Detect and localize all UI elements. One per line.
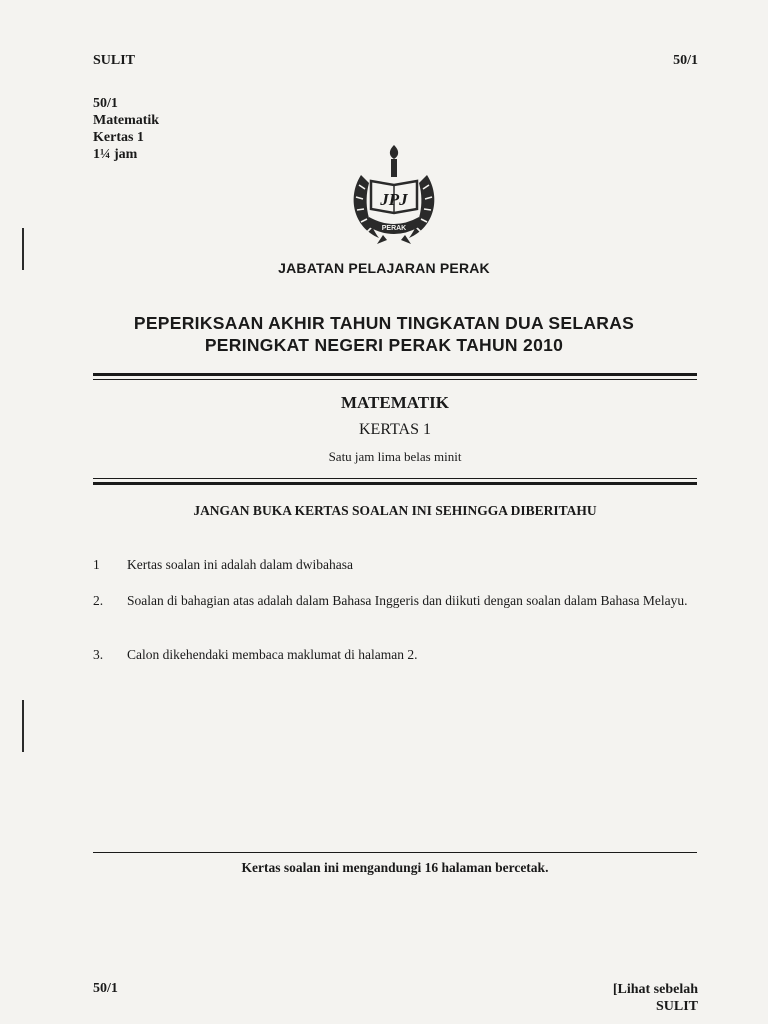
instruction-text: Kertas soalan ini adalah dalam dwibahasa bbox=[127, 557, 354, 572]
meta-block bbox=[93, 95, 159, 163]
exam-title-line1: PEPERIKSAAN AKHIR TAHUN TINGKATAN DUA SELARAS bbox=[133, 313, 635, 333]
instruction-item bbox=[93, 592, 700, 628]
divider-bottom-thin bbox=[93, 478, 697, 479]
header-code: 50/1 bbox=[673, 53, 698, 68]
footer-turn-over: [Lihat sebelah bbox=[612, 982, 698, 997]
exam-title-line2: PERINGKAT NEGERI PERAK TAHUN 2010 bbox=[204, 335, 564, 355]
footer-sulit: SULIT bbox=[655, 999, 698, 1014]
instruction-text: Calon dikehendaki membaca maklumat di halaman 2. bbox=[127, 647, 418, 662]
page-count-note: Kertas soalan ini mengandungi 16 halaman bercetak. bbox=[241, 860, 549, 875]
divider-top-thick bbox=[93, 373, 697, 376]
footer-code: 50/1 bbox=[93, 981, 118, 996]
divider-bottom-thick bbox=[93, 482, 697, 485]
subject-title: MATEMATIK bbox=[341, 393, 449, 412]
exam-title bbox=[0, 312, 768, 356]
instruction-number: 2. bbox=[93, 593, 104, 608]
warning-text: JANGAN BUKA KERTAS SOALAN INI SEHINGGA DIBERITAHU bbox=[193, 503, 597, 518]
instruction-text: Soalan di bahagian atas adalah dalam Bahasa Inggeris dan diikuti dengan soalan dalam Bahasa Melayu. bbox=[127, 593, 688, 608]
meta-paper: Kertas 1 bbox=[93, 130, 144, 145]
instruction-number: 1 bbox=[93, 557, 100, 572]
meta-duration: 1¼ jam bbox=[93, 147, 138, 162]
instruction-item bbox=[93, 646, 700, 664]
divider-top-thin bbox=[93, 379, 697, 380]
margin-mark-middle bbox=[22, 700, 24, 752]
divider-footer bbox=[93, 852, 697, 853]
jpj-perak-logo bbox=[347, 145, 441, 245]
meta-code: 50/1 bbox=[93, 96, 118, 111]
logo-banner: PERAK bbox=[381, 225, 407, 232]
logo-emblem-icon bbox=[347, 145, 441, 245]
department-name: JABATAN PELAJARAN PERAK bbox=[278, 260, 490, 276]
instruction-item bbox=[93, 556, 700, 574]
meta-subject: Matematik bbox=[93, 113, 160, 128]
header-sulit: SULIT bbox=[93, 53, 136, 68]
paper-title: KERTAS 1 bbox=[359, 421, 431, 438]
duration-text: Satu jam lima belas minit bbox=[328, 449, 462, 464]
footer-right bbox=[613, 981, 698, 1015]
logo-initials: JPJ bbox=[380, 190, 408, 209]
instruction-number: 3. bbox=[93, 647, 104, 662]
